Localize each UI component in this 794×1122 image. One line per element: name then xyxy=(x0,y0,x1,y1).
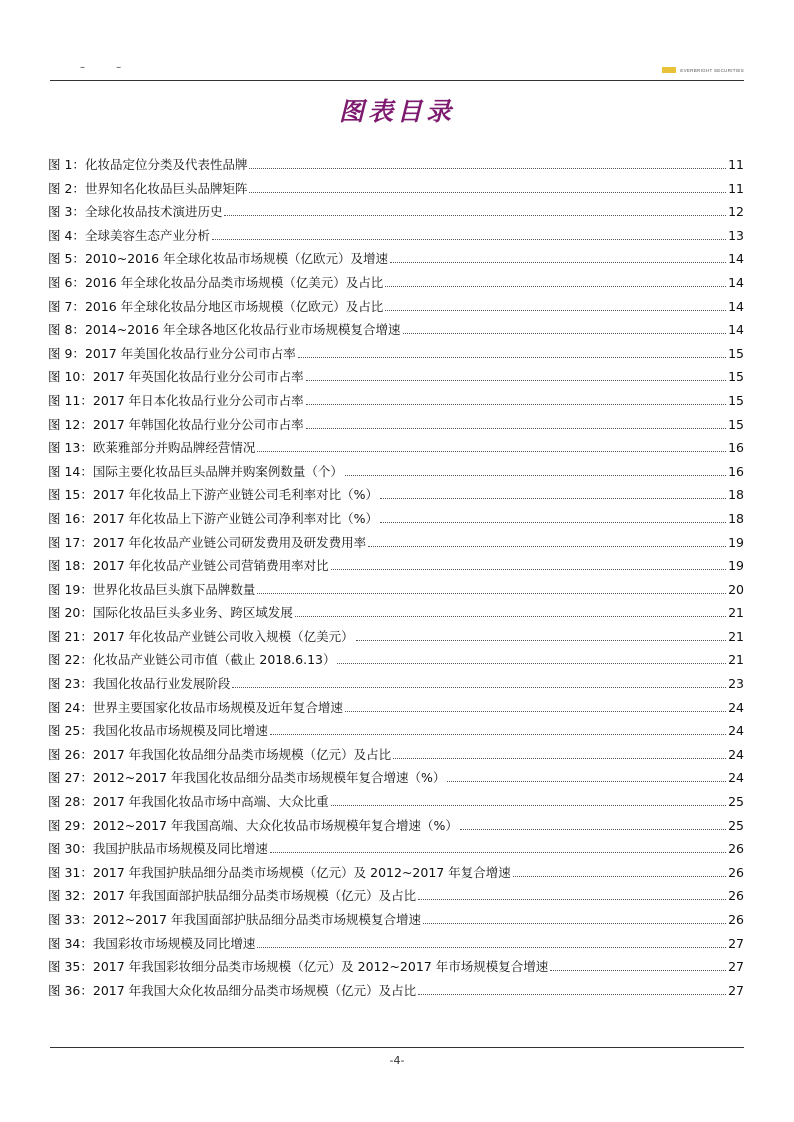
toc-entry[interactable] xyxy=(48,179,744,203)
toc-entry-page: 24 xyxy=(728,699,744,715)
toc-leader-dots xyxy=(331,805,726,806)
logo-text: EVERBRIGHT SECURITIES xyxy=(680,67,744,73)
toc-leader-dots xyxy=(306,380,726,381)
toc-entry-label: 图 4： xyxy=(48,227,85,243)
toc-entry-label: 图 24： xyxy=(48,699,93,715)
toc-entry-label: 图 18： xyxy=(48,558,93,574)
toc-entry-label: 图 9： xyxy=(48,345,85,361)
toc-entry[interactable] xyxy=(48,391,744,415)
toc-entry[interactable] xyxy=(48,839,744,863)
toc-entry[interactable] xyxy=(48,674,744,698)
toc-entry-label: 图 19： xyxy=(48,581,93,597)
toc-entry-page: 12 xyxy=(728,204,744,220)
page-title: 图表目录 xyxy=(338,97,455,126)
toc-entry-label: 图 28： xyxy=(48,794,93,810)
toc-leader-dots xyxy=(403,333,727,334)
toc-entry[interactable] xyxy=(48,721,744,745)
toc-entry-page: 20 xyxy=(728,581,744,597)
toc-entry[interactable] xyxy=(48,792,744,816)
toc-entry-page: 15 xyxy=(728,369,744,385)
toc-entry[interactable] xyxy=(48,863,744,887)
toc-entry-page: 24 xyxy=(728,746,744,762)
toc-entry-page: 16 xyxy=(728,463,744,479)
toc-entry-label: 图 17： xyxy=(48,534,93,550)
toc-entry-title: 2017 年我国彩妆细分品类市场规模（亿元）及 2012~2017 年市场规模复合增速 xyxy=(92,959,549,975)
toc-entry-page: 14 xyxy=(728,251,744,267)
toc-entry-page: 16 xyxy=(728,440,744,456)
toc-entry-title: 世界知名化妆品巨头品牌矩阵 xyxy=(84,180,248,196)
toc-entry-label: 图 36： xyxy=(48,982,93,998)
toc-entry-title: 化妆品定位分类及代表性品牌 xyxy=(84,157,248,172)
toc-entry[interactable] xyxy=(48,249,744,273)
toc-entry-label: 图 29： xyxy=(48,817,93,833)
toc-entry-title: 全球美容生态产业分析 xyxy=(84,227,210,243)
toc-leader-dots xyxy=(270,852,726,853)
toc-leader-dots xyxy=(270,734,726,735)
toc-entry[interactable] xyxy=(48,768,744,792)
toc-entry-title: 2017 年化妆品产业链公司收入规模（亿美元） xyxy=(92,628,354,644)
toc-entry[interactable] xyxy=(48,226,744,250)
toc-entry[interactable] xyxy=(48,438,744,462)
toc-entry-title: 欧莱雅部分并购品牌经营情况 xyxy=(92,440,256,456)
toc-entry-page: 13 xyxy=(728,227,744,243)
toc-entry-page: 21 xyxy=(728,628,744,644)
toc-entry-page: 21 xyxy=(728,605,744,621)
toc-leader-dots xyxy=(331,569,726,570)
toc-entry[interactable] xyxy=(48,367,744,391)
toc-entry-title: 我国化妆品市场规模及同比增速 xyxy=(92,723,268,739)
toc-entry-label: 图 2： xyxy=(48,180,85,196)
toc-entry-title: 2017 年化妆品产业链公司研发费用及研发费用率 xyxy=(92,534,367,550)
toc-entry-title: 2016 年全球化妆品分地区市场规模（亿欧元）及占比 xyxy=(84,298,384,314)
toc-entry-title: 世界化妆品巨头旗下品牌数量 xyxy=(92,581,256,597)
toc-entry[interactable] xyxy=(48,580,744,604)
toc-entry-title: 2016 年全球化妆品分品类市场规模（亿美元）及占比 xyxy=(84,274,384,290)
toc-entry-title: 2012~2017 年我国化妆品细分品类市场规模年复合增速（%） xyxy=(92,770,446,786)
toc-entry-page: 14 xyxy=(728,298,744,314)
toc-entry-page: 15 xyxy=(728,345,744,361)
toc-leader-dots xyxy=(423,923,726,924)
toc-entry-label: 图 21： xyxy=(48,628,93,644)
toc-entry[interactable] xyxy=(48,627,744,651)
toc-entry-page: 23 xyxy=(728,676,744,692)
toc-entry-title: 2017 年英国化妆品行业分公司市占率 xyxy=(92,369,304,385)
toc-entry-label: 图 23： xyxy=(48,676,93,692)
toc-entry-title: 化妆品产业链公司市值（截止 2018.6.13） xyxy=(92,652,336,668)
toc-entry[interactable] xyxy=(48,981,744,1005)
toc-entry-page: 26 xyxy=(728,864,744,880)
toc-entry-title: 2017 年韩国化妆品行业分公司市占率 xyxy=(92,416,304,432)
toc-entry-title: 我国彩妆市场规模及同比增速 xyxy=(92,935,256,951)
toc-entry-title: 世界主要国家化妆品市场规模及近年复合增速 xyxy=(92,699,343,715)
toc-leader-dots xyxy=(232,687,726,688)
toc-entry-label: 图 3： xyxy=(48,204,85,220)
toc-leader-dots xyxy=(447,781,726,782)
toc-entry-label: 图 27： xyxy=(48,770,93,786)
toc-leader-dots xyxy=(550,970,726,971)
toc-entry-label: 图 8： xyxy=(48,322,85,338)
toc-leader-dots xyxy=(212,239,726,240)
toc-entry[interactable] xyxy=(48,698,744,722)
toc-leader-dots xyxy=(385,310,726,311)
toc-entry-page: 26 xyxy=(728,888,744,904)
header-logo xyxy=(662,67,744,73)
toc-leader-dots xyxy=(390,262,726,263)
toc-entry-title: 2017 年我国化妆品市场中高端、大众比重 xyxy=(92,794,329,810)
toc-entry-label: 图 7： xyxy=(48,298,85,314)
page-number: -4- xyxy=(389,1054,405,1067)
toc-entry-page: 11 xyxy=(728,180,744,196)
toc-entry-title: 2017 年我国大众化妆品细分品类市场规模（亿元）及占比 xyxy=(92,982,417,998)
toc-entry-label: 图 10： xyxy=(48,369,93,385)
toc-entry[interactable] xyxy=(48,485,744,509)
toc-entry-label: 图 32： xyxy=(48,888,93,904)
toc-entry-title: 2012~2017 年我国高端、大众化妆品市场规模年复合增速（%） xyxy=(92,817,458,833)
toc-entry-label: 图 11： xyxy=(48,392,93,408)
toc-leader-dots xyxy=(306,428,726,429)
toc-entry-label: 图 30： xyxy=(48,841,93,857)
toc-leader-dots xyxy=(418,899,726,900)
toc-entry-title: 2017 年化妆品产业链公司营销费用率对比 xyxy=(92,558,329,574)
toc-entry-page: 18 xyxy=(728,487,744,503)
figure-toc-list xyxy=(48,155,744,1004)
toc-leader-dots xyxy=(298,357,726,358)
toc-entry[interactable] xyxy=(48,320,744,344)
toc-entry-label: 图 26： xyxy=(48,746,93,762)
toc-entry-page: 14 xyxy=(728,274,744,290)
toc-leader-dots xyxy=(368,546,726,547)
toc-entry-title: 2014~2016 年全球各地区化妆品行业市场规模复合增速 xyxy=(84,322,401,338)
toc-entry-label: 图 13： xyxy=(48,440,93,456)
toc-entry-title: 国际化妆品巨头多业务、跨区域发展 xyxy=(92,605,293,621)
toc-entry-page: 25 xyxy=(728,817,744,833)
toc-leader-dots xyxy=(249,192,726,193)
toc-entry-label: 图 35： xyxy=(48,959,93,975)
toc-leader-dots xyxy=(257,593,726,594)
toc-leader-dots xyxy=(295,616,726,617)
toc-entry[interactable] xyxy=(48,155,744,179)
toc-leader-dots xyxy=(249,168,726,169)
toc-leader-dots xyxy=(380,498,726,499)
toc-entry-label: 图 5： xyxy=(48,251,85,267)
toc-entry-page: 19 xyxy=(728,534,744,550)
toc-leader-dots xyxy=(418,994,726,995)
toc-entry[interactable] xyxy=(48,650,744,674)
toc-entry[interactable] xyxy=(48,462,744,486)
toc-entry-label: 图 15： xyxy=(48,487,93,503)
toc-entry[interactable] xyxy=(48,957,744,981)
toc-entry-label: 图 33： xyxy=(48,912,93,927)
toc-entry-title: 全球化妆品技术演进历史 xyxy=(84,204,223,220)
toc-entry[interactable] xyxy=(48,745,744,769)
toc-entry[interactable] xyxy=(48,344,744,368)
toc-entry-title: 2017 年美国化妆品行业分公司市占率 xyxy=(84,345,296,361)
toc-entry-page: 27 xyxy=(728,959,744,975)
toc-entry-page: 24 xyxy=(728,770,744,786)
toc-leader-dots xyxy=(345,711,726,712)
toc-entry-title: 我国化妆品行业发展阶段 xyxy=(92,676,231,692)
toc-entry-page: 21 xyxy=(728,652,744,668)
toc-entry-title: 2017 年我国护肤品细分品类市场规模（亿元）及 2012~2017 年复合增速 xyxy=(92,864,511,880)
toc-leader-dots xyxy=(393,758,726,759)
logo-mark-icon xyxy=(662,67,676,73)
toc-entry-title: 我国护肤品市场规模及同比增速 xyxy=(92,841,268,857)
toc-entry-page: 27 xyxy=(728,935,744,951)
toc-entry[interactable] xyxy=(48,886,744,910)
toc-entry[interactable] xyxy=(48,533,744,557)
toc-entry[interactable] xyxy=(48,603,744,627)
toc-entry-label: 图 25： xyxy=(48,723,93,739)
toc-leader-dots xyxy=(337,663,726,664)
toc-entry-title: 2017 年日本化妆品行业分公司市占率 xyxy=(92,392,304,408)
toc-leader-dots xyxy=(385,286,726,287)
toc-entry-label: 图 12： xyxy=(48,416,93,432)
toc-entry[interactable] xyxy=(48,556,744,580)
toc-entry[interactable] xyxy=(48,273,744,297)
toc-entry[interactable] xyxy=(48,202,744,226)
toc-entry-label: 图 31： xyxy=(48,864,93,880)
toc-entry-title: 2012~2017 年我国面部护肤品细分品类市场规模复合增速 xyxy=(92,912,421,927)
toc-entry-page: 18 xyxy=(728,510,744,526)
toc-leader-dots xyxy=(224,215,726,216)
toc-leader-dots xyxy=(345,475,726,476)
toc-entry[interactable] xyxy=(48,509,744,533)
toc-entry-title: 2017 年我国化妆品细分品类市场规模（亿元）及占比 xyxy=(92,746,392,762)
toc-entry[interactable] xyxy=(48,297,744,321)
toc-entry-page: 24 xyxy=(728,723,744,739)
toc-entry-label: 图 14： xyxy=(48,463,93,479)
toc-leader-dots xyxy=(257,451,726,452)
toc-entry-title: 2017 年化妆品上下游产业链公司毛利率对比（%） xyxy=(92,487,379,503)
toc-entry[interactable] xyxy=(48,415,744,439)
toc-leader-dots xyxy=(356,640,726,641)
toc-entry-label: 图 22： xyxy=(48,652,93,668)
toc-entry[interactable] xyxy=(48,934,744,958)
toc-entry-label: 图 20： xyxy=(48,605,93,621)
footer-rule xyxy=(50,1047,744,1048)
toc-entry-page: 11 xyxy=(728,157,744,172)
toc-entry-page: 14 xyxy=(728,322,744,338)
toc-entry-label: 图 6： xyxy=(48,274,85,290)
toc-entry-page: 26 xyxy=(728,841,744,857)
toc-leader-dots xyxy=(306,404,726,405)
toc-entry-title: 2017 年化妆品上下游产业链公司净利率对比（%） xyxy=(92,510,379,526)
toc-entry-page: 25 xyxy=(728,794,744,810)
toc-leader-dots xyxy=(257,947,726,948)
toc-entry-label: 图 1： xyxy=(48,157,85,172)
page-header xyxy=(50,60,744,81)
toc-entry-page: 19 xyxy=(728,558,744,574)
toc-entry-label: 图 16： xyxy=(48,510,93,526)
toc-entry-page: 26 xyxy=(728,912,744,927)
header-dashes: – – xyxy=(80,62,136,73)
toc-entry-title: 2010~2016 年全球化妆品市场规模（亿欧元）及增速 xyxy=(84,251,389,267)
toc-entry-title: 国际主要化妆品巨头品牌并购案例数量（个） xyxy=(92,463,343,479)
toc-entry-label: 图 34： xyxy=(48,935,93,951)
toc-entry[interactable] xyxy=(48,910,744,934)
toc-entry-page: 27 xyxy=(728,982,744,998)
toc-leader-dots xyxy=(460,829,726,830)
toc-entry-page: 15 xyxy=(728,392,744,408)
toc-entry-title: 2017 年我国面部护肤品细分品类市场规模（亿元）及占比 xyxy=(92,888,417,904)
toc-entry[interactable] xyxy=(48,816,744,840)
toc-leader-dots xyxy=(513,876,726,877)
toc-leader-dots xyxy=(380,522,726,523)
toc-entry-page: 15 xyxy=(728,416,744,432)
